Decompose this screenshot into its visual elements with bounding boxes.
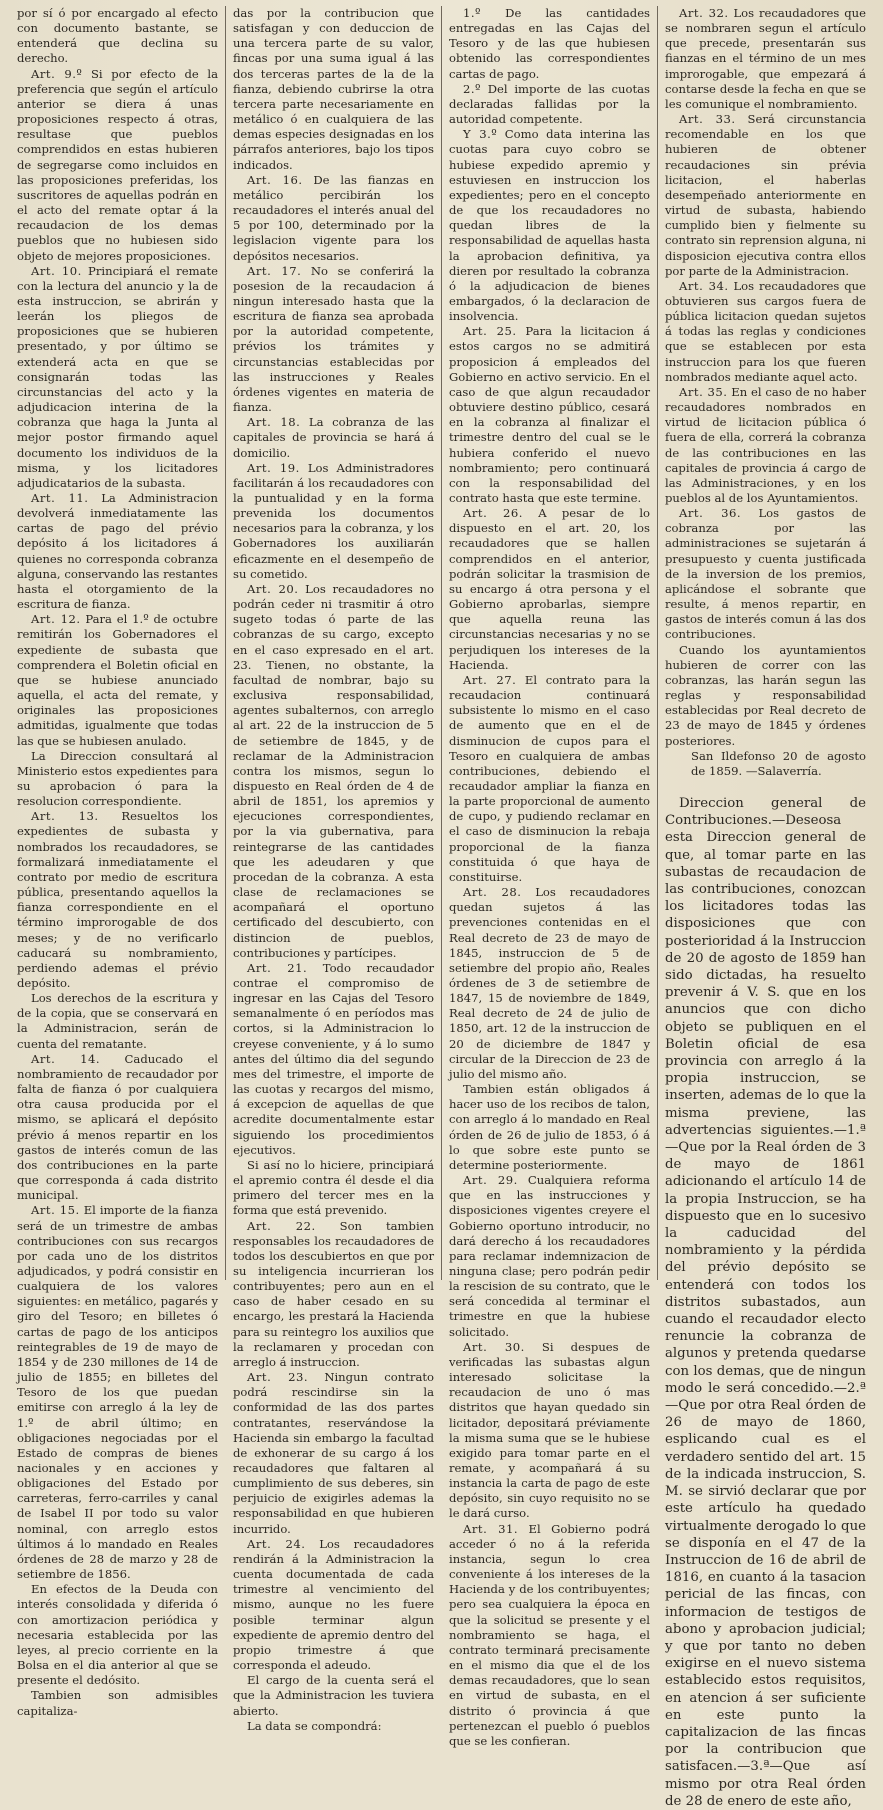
paragraph: La data se compondrá:	[247, 1718, 382, 1733]
article-paragraph: Art. 16. De las fianzas en metálico percibirán los recaudadores el interés anual del 5 por 100, determinado por la legislacion vigente para los depósitos necesarios.	[233, 172, 434, 263]
article-number: Art. 27.	[463, 672, 517, 687]
article-number: Art. 32.	[679, 6, 729, 20]
article-paragraph: Art. 10. Principiará el remate con la lectura del anuncio y la de esta instruccion, se abrirán y leerán los pliegos de proposiciones que se hubieren presentado, y por último se extenderá acta en que se consignarán todas las circunstancias del acto y la adjudicacion interina de la cobranza que haga la Junta al mejor postor firmando aquel documento los individuos de la misma, y los licitadores adjudicatarios de la subasta.	[17, 263, 218, 490]
article-number: Art. 13.	[31, 809, 99, 824]
text-column-4	[657, 6, 873, 1809]
article-number: Art. 24.	[247, 1536, 306, 1551]
article-paragraph: Art. 14. Caducado el nombramiento de recaudador por falta de fianza ó por cualquiera otra causa producida por el mismo, se aplicará el depósito prévio á menos repartir en los gastos de interés comun de las dos contribuciones en la parte que corresponda á cada distrito municipal.	[17, 1051, 219, 1203]
article-number: Art. 28.	[463, 885, 522, 900]
article-number: Art. 12.	[31, 612, 81, 627]
article-number: Art. 10.	[31, 263, 82, 278]
article-number: Art. 22.	[247, 1218, 316, 1233]
article-paragraph: Art. 21. Todo recaudador contrae el compromiso de ingresar en las Cajas del Tesoro semanalmente ó en períodos mas cortos, si la Administracion lo creyese conveniente, y á lo sumo antes del último dia del segundo mes del trimestre, el importe de las cuotas y recargos del mismo, á excepcion de aquellas de que acredite documentalmente estar siguiendo los procedimientos ejecutivos.	[233, 960, 435, 1157]
article-paragraph: Art. 24. Los recaudadores rendirán á la Administracion la cuenta documentada de cada trimestre al vencimiento del mismo, aunque no les fuere posible terminar algun expediente de apremio dentro del propio trimestre á que corresponda el adeudo.	[233, 1536, 434, 1673]
text-column-2	[225, 6, 441, 1733]
paragraph: Si así no lo hiciere, principiará el apremio contra él desde el dia primero del tercer mes en la forma que está prevenido.	[233, 1157, 434, 1218]
list-paragraph: Y 3.º Como data interina las cuotas para cuyo cobro se hubiese expedido apremio y estuviesen en instruccion los expedientes; pero en el concepto de que los recaudadores no quedan libres de la responsabilidad de aquellas hasta la aprobacion definitiva, ya dieren por resultado la cobranza ó la adjudicacion de bienes embargados, ó la declaracion de insolvencia.	[449, 127, 651, 324]
article-paragraph: Art. 34. Los recaudadores que obtuvieren sus cargos fuera de pública licitacion quedan sujetos á todas las reglas y condiciones que se establecen por esta instruccion para los que fueren nombrados mediante aquel acto.	[665, 278, 866, 384]
article-paragraph: Art. 30. Si despues de verificadas las subastas algun interesado solicitase la recaudacion de uno ó mas distritos que hayan quedado sin licitador, depositará préviamente la misma suma que se le hubiese exigido para tomar parte en el remate, y acompañará á su instancia la carta de pago de este depósito, sin cuyo requisito no se le dará curso.	[449, 1339, 650, 1521]
article-paragraph: Art. 11. La Administracion devolverá inmediatamente las cartas de pago del prévio depósito á los licitadores á quienes no corresponda cobranza alguna, conservando las restantes hasta el otorgamiento de la escritura de fianza.	[17, 491, 218, 612]
article-paragraph: Art. 32. Los recaudadores que se nombraren segun el artículo que precede, presentarán sus fianzas en el término de un mes improrogable, que empezará á contarse desde la fecha en que se les comunique el nombramiento.	[665, 6, 866, 111]
article-paragraph: Art. 13. Resueltos los expedientes de subasta y nombrados los recaudadores, se formalizará inmediatamente el contrato por medio de escritura pública, presentando aquellos la fianza correspondiente en el término improrogable de dos meses; y de no verificarlo caducará su nombramiento, perdiendo ademas el prévio depósito.	[17, 809, 218, 990]
article-paragraph: Art. 23. Ningun contrato podrá rescindirse sin la conformidad de las dos partes contratantes, reservándose la Hacienda sin embargo la facultad de exhonerar de su cargo á los recaudadores que faltaren al cumplimiento de sus deberes, sin perjuicio de exigirles ademas la responsabilidad en que hubieren incurrido.	[233, 1370, 435, 1536]
article-paragraph: Art. 29. Cualquiera reforma que en las instrucciones y disposiciones vigentes creyere el Gobierno oportuno introducir, no dará derecho á los recaudadores para reclamar indemnizacion de ninguna clase; pero podrán pedir la rescision de su contrato, que le será concedida al terminar el trimestre en que la hubiese solicitado.	[449, 1173, 650, 1339]
article-number: Art. 14.	[31, 1051, 101, 1066]
article-number: Art. 15.	[31, 1203, 80, 1218]
spacer	[665, 779, 866, 793]
paragraph: La Direccion consultará al Ministerio estos expedientes para su aprobacion ó para la resolucion correspondiente.	[17, 748, 218, 809]
article-number: Art. 33.	[679, 112, 736, 127]
article-paragraph: Art. 9.º Si por efecto de la preferencia que según el artículo anterior se diera á unas proposiciones respecto á otras, resultase que pueblos comprendidos en estas hubieren de segregarse como incluidos en las proposiciones preferidas, los suscritores de aquellas podrán en el acto del remate optar á la recaudacion de los demas pueblos que no hubiesen sido objeto de mejores proposiciones.	[17, 66, 219, 263]
list-number: 2.º	[463, 81, 482, 96]
list-number: Y 3.º	[463, 127, 498, 142]
article-number: Art. 26.	[463, 506, 523, 521]
article-paragraph: Art. 15. El importe de la fianza será de un trimestre de ambas contribuciones con sus recargos por cada uno de los distritos adjudicados, y podrá consistir en cualquiera de los valores siguientes: en metálico, pagarés y giro del Tesoro; en billetes ó cartas de pago de los anticipos reintegrables de 19 de mayo de 1854 y de 230 millones de 14 de julio de 1855; en billetes del Tesoro de los que puedan emitirse con arreglo á la ley de 1.º de abril último; en obligaciones negociadas por el Estado de compras de bienes nacionales y en acciones y obligaciones del Estado por carreteras, ferro-carriles y canal de Isabel II por todo su valor nominal, con arreglo estos últimos á lo mandado en Reales órdenes de 28 de marzo y 28 de setiembre de 1856.	[17, 1203, 218, 1582]
article-number: Art. 30.	[463, 1339, 525, 1354]
article-paragraph: Art. 31. El Gobierno podrá acceder ó no á la referida instancia, segun lo crea conveniente á los intereses de la Hacienda y de los contribuyentes; pero sea cualquiera la época en que la solicitud se presente y el nombramiento se haga, el contrato terminará precisamente en el mismo dia que el de los demas recaudadores, que lo sean en virtud de subasta, en el distrito ó provincia á que pertenezcan el pueblo ó pueblos que se les confieran.	[449, 1521, 650, 1748]
paragraph: Los derechos de la escritura y de la copia, que se conservará en la Administracion, serán de cuenta del rematante.	[17, 991, 218, 1051]
article-number: Art. 31.	[463, 1521, 519, 1536]
article-paragraph: Art. 36. Los gastos de cobranza por las administraciones se sujetarán á presupuesto y cuenta justificada de la inversion de los premios, aplicándose el sobrante que resulte, á menos repartir, en gastos de interés comun á las dos contribuciones.	[665, 506, 867, 642]
text-column-3	[441, 6, 657, 1748]
article-number: Art. 21.	[247, 960, 308, 975]
paragraph: Tambien están obligados á hacer uso de los recibos de talon, con arreglo á lo mandado en Real órden de 26 de julio de 1853, ó á lo que sobre este punto se determine posteriormente.	[449, 1082, 650, 1172]
paragraph: das por la contribucion que satisfagan y con deduccion de una tercera parte de su valor, fincas por una suma igual á las dos terceras partes de la de la fianza, debiendo cubrirse la otra tercera parte necesariamente en metálico ó en cualquiera de las demas especies designadas en los párrafos anteriores, bajo los tipos indicados.	[233, 6, 434, 172]
article-number: Art. 23.	[247, 1370, 309, 1385]
list-paragraph: 2.º Del importe de las cuotas declaradas fallidas por la autoridad competente.	[449, 81, 650, 127]
notice-paragraph: Direccion general de Contribuciones.—Deseosa esta Direccion general de que, al tomar parte en las subastas de recaudacion de las contribuciones, conozcan los licitadores todas las disposiciones que con posterioridad á la Instruccion de 20 de agosto de 1859 han sido dictadas, ha resuelto prevenir á V. S. que en los anuncios que con dicho objeto se publiquen en el Boletin oficial de esa provincia con arreglo á la propia instruccion, se inserten, ademas de lo que la misma previene, las advertencias siguientes.—1.ª—Que por la Real órden de 3 de mayo de 1861 adicionando el artículo 14 de la propia Instruccion, se ha dispuesto que en lo sucesivo la caducidad del nombramiento y la pérdida del prévio depósito se entenderá con todos los distritos subastados, aun cuando el recaudador electo renuncie la cobranza de algunos y pretenda quedarse con los demas, que de ningun modo le será concedido.—2.ª—Que por otra Real órden de 26 de mayo de 1860, esplicando cual es el verdadero sentido del art. 15 de la indicada instruccion, S. M. se sirvió declarar que por este artículo ha quedado virtualmente derogado lo que se disponía en el 47 de la Instruccion de 16 de abril de 1816, en cuanto á la tasacion pericial de las fincas, con informacion de testigos de abono y aprobacion judicial; y que por tanto no deben exigirse en el nuevo sistema establecido estos requisitos, en atencion á ser suficiente en este punto la capitalizacion de las fincas por la contribucion que satisfacen.—3.ª—Que así mismo por otra Real órden de 28 de enero de este año,	[665, 795, 866, 1809]
signature-line: San Ildefonso 20 de agosto de 1859. —Salaverría.	[691, 748, 866, 778]
article-paragraph: Art. 26. A pesar de lo dispuesto en el art. 20, los recaudadores que se hallen comprendidos en el anterior, podrán solicitar la trasmision de su encargo á otra persona y el Gobierno aprobarlas, siempre que aquella reuna las circunstancias necesarias y no se perjudiquen los intereses de la Hacienda.	[449, 506, 651, 672]
paragraph: Tambien son admisibles capitaliza-	[17, 1688, 218, 1718]
article-paragraph: Art. 12. Para el 1.º de octubre remitirán los Gobernadores el expediente de subasta que comprendera el Boletin oficial en que se hubiese anunciado aquella, el acta del remate, y originales las proposiciones admitidas, igualmente que todas las que se hubiesen anulado.	[17, 612, 218, 748]
article-number: Art. 9.º	[31, 66, 83, 81]
paragraph: Cuando los ayuntamientos hubieren de correr con las cobranzas, las harán segun las reglas y responsabilidad establecidas por Real decreto de 23 de mayo de 1845 y órdenes posteriores.	[665, 642, 866, 748]
article-number: Art. 35.	[679, 384, 728, 399]
direction-notice	[665, 793, 866, 1810]
article-number: Art. 29.	[463, 1173, 518, 1188]
article-number: Art. 20.	[247, 581, 299, 596]
article-paragraph: Art. 22. Son tambien responsables los recaudadores de todos los descubiertos en que por su inteligencia incurrieran los contribuyentes; pero aun en el caso de haber cesado en su encargo, les prestará la Hacienda para su reintegro los auxilios que la reclamaren y procedan con arreglo á instruccion.	[233, 1218, 434, 1369]
list-paragraph: 1.º De las cantidades entregadas en las Cajas del Tesoro y de las que hubiesen obtenido las correspondientes cartas de pago.	[449, 6, 651, 81]
article-paragraph: Art. 20. Los recaudadores no podrán ceder ni trasmitir á otro sugeto todas ó parte de las cobranzas de su cargo, excepto en el caso expresado en el art. 23. Tienen, no obstante, la facultad de nombrar, bajo su exclusiva responsabilidad, agentes subalternos, con arreglo al art. 22 de la instruccion de 5 de setiembre de 1845, y de reclamar de la Administracion contra los mismos, segun lo dispuesto en Real órden de 4 de abril de 1851, los apremios y ejecuciones correspondientes, por la via gubernativa, para reintegrarse de las cantidades que les adeudaren y que procedan de la cobranza. A esta clase de reclamaciones se acompañará el oportuno certificado del descubierto, con distincion de pueblos, contribuciones y partícipes.	[233, 581, 435, 960]
article-paragraph: Art. 18. La cobranza de las capitales de provincia se hará á domicilio.	[233, 415, 434, 460]
article-number: Art. 19.	[247, 460, 300, 475]
article-number: Art. 18.	[247, 415, 301, 430]
text-column-1	[10, 6, 225, 1718]
article-paragraph: Art. 17. No se conferirá la posesion de la recaudacion á ningun interesado hasta que la escritura de fianza sea aprobada por la autoridad competente, prévios los trámites y circunstancias establecidas por las instrucciones y Reales órdenes vigentes en materia de fianza.	[233, 263, 434, 415]
article-number: Art. 11.	[31, 491, 89, 505]
article-paragraph: Art. 35. En el caso de no haber recaudadores nombrados en virtud de licitacion pública ó fuera de ella, correrá la cobranza de las contribuciones en las capitales de provincia á cargo de las Administraciones, y en los pueblos al de los Ayuntamientos.	[665, 384, 867, 505]
list-number: 1.º	[463, 6, 482, 20]
article-number: Art. 34.	[679, 278, 729, 293]
article-number: Art. 17.	[247, 263, 302, 278]
article-number: Art. 25.	[463, 324, 517, 339]
article-number: Art. 36.	[679, 506, 742, 521]
article-paragraph: Art. 33. Será circunstancia recomendable en los que hubieren de obtener recaudaciones sin prévia licitacion, el haberlas desempeñado anteriormente en virtud de subasta, habiendo cumplido bien y fielmente su contrato sin reprension alguna, ni disposicion ejecutiva contra ellos por parte de la Administracion.	[665, 112, 866, 278]
paragraph: En efectos de la Deuda con interés consolidada y diferida ó con amortizacion periódica y necesaria establecida por las leyes, al precio corriente en la Bolsa en el dia anterior al que se presente el dedósito.	[17, 1582, 218, 1688]
article-paragraph: Art. 28. Los recaudadores quedan sujetos á las prevenciones contenidas en el Real decreto de 23 de mayo de 1845, instruccion de 5 de setiembre del propio año, Reales órdenes de 3 de setiembre de 1847, 15 de noviembre de 1849, Real decreto de 24 de julio de 1850, art. 12 de la instruccion de 20 de diciembre de 1847 y circular de la Direccion de 23 de julio del mismo año.	[449, 885, 650, 1081]
paragraph: por sí ó por encargado al efecto con documento bastante, se entenderá que declina su derecho.	[17, 6, 218, 66]
article-paragraph: Art. 19. Los Administradores facilitarán á los recaudadores con la puntualidad y en la forma prevenida los documentos necesarios para la cobranza, y los Gobernadores los auxiliarán eficazmente en el desempeño de su cometido.	[233, 460, 435, 581]
article-number: Art. 16.	[247, 172, 303, 187]
article-paragraph: Art. 27. El contrato para la recaudacion continuará subsistente lo mismo en el caso de aumento que en el de disminucion de cupos para el Tesoro en cualquiera de ambas contribuciones, debiendo el recaudador ampliar la fianza en la parte proporcional de aumento de cupo, y pudiendo reclamar en el caso de disminucion la rebaja proporcional de la fianza constituida ó que haya de constituirse.	[449, 672, 651, 884]
paragraph: El cargo de la cuenta será el que la Administracion les tuviera abierto.	[233, 1673, 434, 1718]
article-paragraph: Art. 25. Para la licitacion á estos cargos no se admitirá proposicion á empleados del Gobierno en activo servicio. En el caso de que algun recaudador obtuviere destino público, cesará en la cobranza al finalizar el trimestre dentro del cual se le hubiera conferido el nuevo nombramiento; pero continuará con la responsabilidad del contrato hasta que este termine.	[449, 324, 650, 505]
